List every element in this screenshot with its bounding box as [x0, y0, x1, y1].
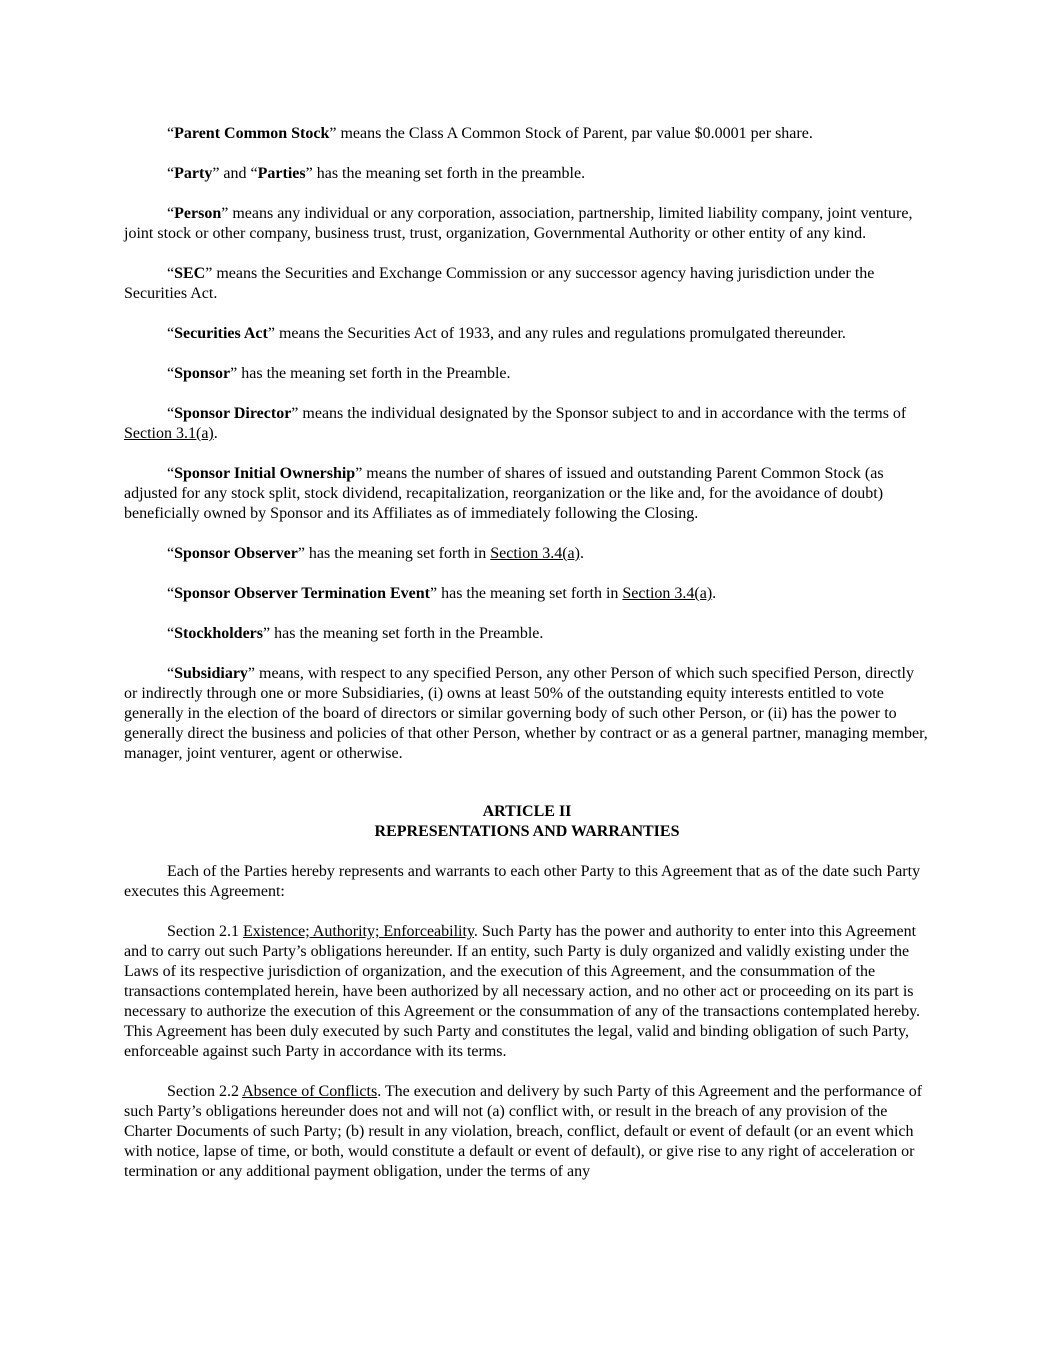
- defined-term: Stockholders: [174, 625, 264, 642]
- defined-term: Sponsor Observer Termination Event: [174, 585, 430, 602]
- section-title: Absence of Conflicts: [242, 1083, 378, 1100]
- section-reference-link[interactable]: Section 3.1(a): [124, 425, 214, 442]
- defined-term: Parent Common Stock: [174, 125, 330, 142]
- defined-term: Subsidiary: [174, 665, 248, 682]
- definition-sponsor-observer: “Sponsor Observer” has the meaning set forth in Section 3.4(a).: [167, 545, 584, 562]
- article-title: REPRESENTATIONS AND WARRANTIES: [374, 823, 680, 840]
- defined-term: Sponsor Observer: [174, 545, 298, 562]
- defined-term: Sponsor: [174, 365, 231, 382]
- definition-parent-common-stock: “Parent Common Stock” means the Class A Common Stock of Parent, par value $0.0001 per share.: [167, 125, 813, 142]
- defined-term: Party: [174, 165, 213, 182]
- defined-term: SEC: [174, 265, 206, 282]
- section-reference-link[interactable]: Section 3.4(a): [622, 585, 713, 602]
- defined-term: Sponsor Director: [174, 405, 292, 422]
- article-heading: [124, 802, 930, 842]
- section-2-1: Section 2.1 Existence; Authority; Enforceability. Such Party has the power and authority to enter into this Agreement and to carry out such Party’s obligations hereunder. If an entity, such Party is duly organized and validly existing under the Laws of its respective jurisdiction of organization, and the execution of this Agreement, and the consummation of the transactions contemplated herein, have been authorized by all necessary action, and no other act or proceeding on its part is necessary to authorize the execution of this Agreement or the consummation of any of the transactions contemplated hereby. This Agreement has been duly executed by such Party and constitutes the legal, valid and binding obligation of such Party, enforceable against such Party in accordance with its terms.: [124, 923, 921, 1060]
- definition-sponsor-director: “Sponsor Director” means the individual designated by the Sponsor subject to and in accordance with the terms of Section 3.1(a).: [124, 405, 907, 442]
- definition-subsidiary: “Subsidiary” means, with respect to any specified Person, any other Person of which such specified Person, directly or indirectly through one or more Subsidiaries, (i) owns at least 50% of the outstanding equity interests entitled to vote generally in the election of the board of directors or similar governing body of such other Person, or (ii) has the power to generally direct the business and policies of that other Person, whether by contract or as a general partner, managing member, manager, joint venturer, agent or otherwise.: [124, 665, 928, 762]
- definition-sec: “SEC” means the Securities and Exchange Commission or any successor agency having jurisdiction under the Securities Act.: [124, 265, 875, 302]
- article-number: ARTICLE II: [482, 803, 572, 820]
- definition-sponsor-observer-termination-event: “Sponsor Observer Termination Event” has the meaning set forth in Section 3.4(a).: [167, 585, 717, 602]
- definition-party: “Party” and “Parties” has the meaning set forth in the preamble.: [167, 165, 586, 182]
- defined-term: Sponsor Initial Ownership: [174, 465, 356, 482]
- definition-sponsor: “Sponsor” has the meaning set forth in the Preamble.: [167, 365, 511, 382]
- section-2-2: Section 2.2 Absence of Conflicts. The execution and delivery by such Party of this Agreement and the performance of such Party’s obligations hereunder does not and will not (a) conflict with, or result in the breach of any provision of the Charter Documents of such Party; (b) result in any violation, breach, conflict, default or event of default (or an event which with notice, lapse of time, or both, would constitute a default or event of default), or give rise to any right of acceleration or termination or any additional payment obligation, under the terms of any: [124, 1083, 923, 1180]
- defined-term: Parties: [257, 165, 306, 182]
- defined-term: Person: [174, 205, 222, 222]
- section-title: Existence; Authority; Enforceability: [243, 923, 474, 940]
- definition-person: “Person” means any individual or any corporation, association, partnership, limited liability company, joint venture, joint stock or other company, business trust, trust, organization, Governmental Authority or other entity of any kind.: [124, 205, 913, 242]
- article-intro: Each of the Parties hereby represents and warrants to each other Party to this Agreement that as of the date such Party executes this Agreement:: [124, 863, 921, 900]
- document-page: [124, 124, 930, 1202]
- definition-sponsor-initial-ownership: “Sponsor Initial Ownership” means the number of shares of issued and outstanding Parent Common Stock (as adjusted for any stock split, stock dividend, recapitalization, reorganization or the like and, for the avoidance of doubt) beneficially owned by Sponsor and its Affiliates as of immediately following the Closing.: [124, 465, 884, 522]
- definition-securities-act: “Securities Act” means the Securities Act of 1933, and any rules and regulations promulgated thereunder.: [167, 325, 846, 342]
- section-reference-link[interactable]: Section 3.4(a): [490, 545, 580, 562]
- defined-term: Securities Act: [174, 325, 268, 342]
- definition-stockholders: “Stockholders” has the meaning set forth in the Preamble.: [167, 625, 544, 642]
